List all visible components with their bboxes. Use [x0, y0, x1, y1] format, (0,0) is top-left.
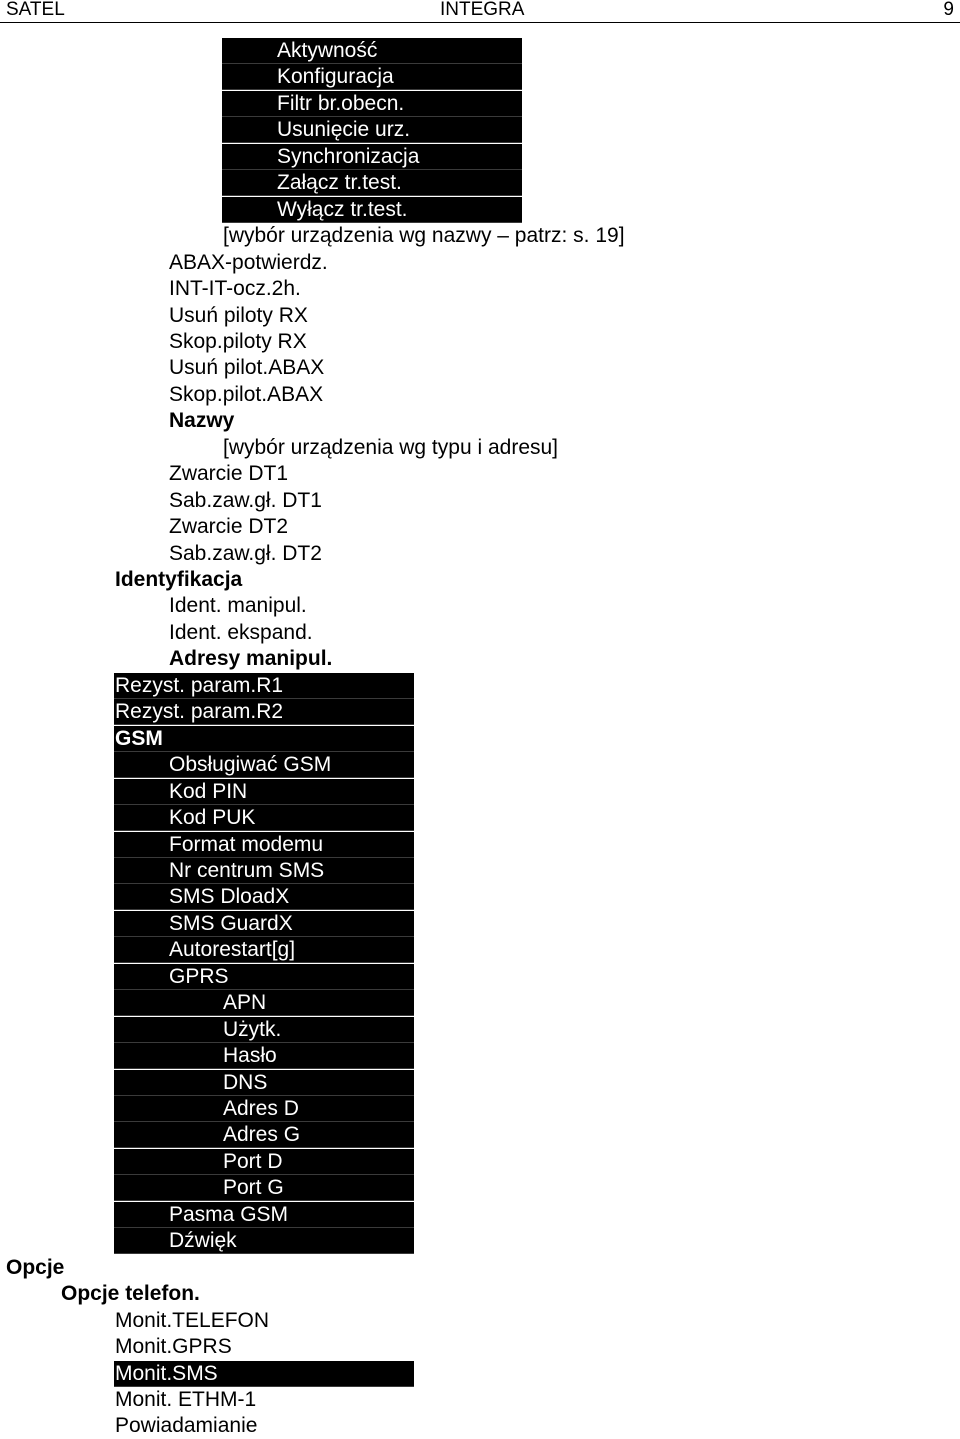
menu-item	[114, 1202, 414, 1228]
menu-item-label: Port D	[223, 1149, 283, 1173]
menu-item	[114, 805, 414, 831]
menu-item-label: Obsługiwać GSM	[169, 753, 332, 777]
menu-item-label: Zwarcie DT1	[169, 462, 289, 486]
menu-item	[0, 646, 960, 672]
menu-item-label: Kod PIN	[169, 779, 248, 803]
menu-item-label: Wyłącz tr.test.	[277, 197, 408, 221]
menu-item	[0, 382, 960, 408]
menu-item-label: Monit.SMS	[115, 1361, 218, 1385]
menu-item	[114, 1017, 414, 1043]
menu-item	[114, 1361, 414, 1387]
menu-item	[0, 620, 960, 646]
menu-item-label: Użytk.	[223, 1017, 282, 1041]
menu-item	[0, 488, 960, 514]
menu-item-label: Nazwy	[169, 409, 235, 433]
menu-item-label: Usuń pilot.ABAX	[169, 356, 325, 380]
menu-item-label: Adresy manipul.	[169, 647, 333, 671]
menu-item	[222, 38, 522, 64]
menu-item-label: INT-IT-ocz.2h.	[169, 277, 301, 301]
menu-item	[114, 1149, 414, 1175]
menu-item	[222, 197, 522, 223]
menu-item	[114, 1228, 414, 1254]
menu-item-label: Załącz tr.test.	[277, 171, 402, 195]
menu-item	[114, 832, 414, 858]
menu-item-label: Adres G	[223, 1123, 301, 1147]
menu-item	[0, 276, 960, 302]
menu-item	[222, 117, 522, 143]
header-brand: SATEL	[6, 0, 65, 20]
menu-item	[114, 858, 414, 884]
menu-item	[0, 303, 960, 329]
menu-item-label: [wybór urządzenia wg nazwy – patrz: s. 19]	[223, 224, 625, 248]
menu-item-label: Autorestart[g]	[169, 938, 296, 962]
menu-item	[222, 144, 522, 170]
menu-item-label: ABAX-potwierdz.	[169, 250, 328, 274]
menu-item	[114, 752, 414, 778]
menu-item	[114, 884, 414, 910]
menu-item-label: Opcje telefon.	[61, 1282, 200, 1306]
menu-item-label: APN	[223, 991, 267, 1015]
menu-item	[114, 779, 414, 805]
menu-item-label: Monit.TELEFON	[115, 1308, 270, 1332]
menu-item	[0, 1255, 960, 1281]
page-header	[0, 0, 960, 23]
menu-item	[222, 64, 522, 90]
menu-item	[0, 329, 960, 355]
page-number: 9	[943, 0, 954, 20]
menu-item	[0, 541, 960, 567]
menu-item	[114, 1122, 414, 1148]
menu-item-label: Nr centrum SMS	[169, 858, 325, 882]
menu-item	[0, 1413, 960, 1439]
menu-item-label: Opcje	[6, 1255, 65, 1279]
menu-item	[114, 1070, 414, 1096]
menu-item-label: Hasło	[223, 1044, 277, 1068]
menu-item-label: Rezyst. param.R1	[115, 673, 284, 697]
menu-item	[114, 673, 414, 699]
header-product: INTEGRA	[440, 0, 525, 20]
menu-item	[114, 1096, 414, 1122]
menu-item-label: Pasma GSM	[169, 1202, 289, 1226]
menu-item	[222, 91, 522, 117]
menu-item	[0, 223, 960, 249]
menu-item	[0, 355, 960, 381]
menu-item-label: Sab.zaw.gł. DT2	[169, 541, 322, 565]
menu-item-label: Synchronizacja	[277, 144, 420, 168]
menu-item-label: Konfiguracja	[277, 65, 394, 89]
menu-item-label: Dźwięk	[169, 1229, 237, 1253]
menu-item	[0, 593, 960, 619]
menu-item-label: Rezyst. param.R2	[115, 700, 284, 724]
menu-item	[114, 990, 414, 1016]
menu-item-label: Port G	[223, 1176, 284, 1200]
menu-item	[0, 1334, 960, 1360]
menu-item-label: SMS GuardX	[169, 911, 293, 935]
menu-item	[114, 726, 414, 752]
menu-item	[114, 937, 414, 963]
menu-item	[0, 250, 960, 276]
menu-item-label: SMS DloadX	[169, 885, 290, 909]
menu-item	[0, 461, 960, 487]
menu-item	[114, 964, 414, 990]
menu-item-label: [wybór urządzenia wg typu i adresu]	[223, 435, 559, 459]
menu-item-label: Powiadamianie	[115, 1414, 258, 1438]
menu-item-label: GSM	[115, 726, 163, 750]
menu-item	[0, 1281, 960, 1307]
menu-item-label: Zwarcie DT2	[169, 515, 289, 539]
menu-item-label: Usunięcie urz.	[277, 118, 411, 142]
menu-item	[0, 408, 960, 434]
menu-item-label: Skop.piloty RX	[169, 329, 307, 353]
menu-item-label: Monit.GPRS	[115, 1335, 232, 1359]
menu-item	[0, 1387, 960, 1413]
menu-item-label: Ident. manipul.	[169, 594, 307, 618]
menu-item-label: Identyfikacja	[115, 568, 243, 591]
menu-item-label: Aktywność	[277, 39, 378, 62]
menu-item-label: Monit. ETHM-1	[115, 1387, 257, 1411]
menu-item-label: Format modemu	[169, 832, 324, 856]
menu-item	[0, 567, 960, 593]
menu-item	[0, 435, 960, 461]
menu-item	[114, 699, 414, 725]
menu-item	[0, 1308, 960, 1334]
menu-item	[222, 170, 522, 196]
menu-item-label: Usuń piloty RX	[169, 303, 308, 327]
menu-item	[114, 1043, 414, 1069]
menu-item-label: Skop.pilot.ABAX	[169, 382, 324, 406]
menu-item-label: Adres D	[223, 1097, 299, 1120]
menu-item-label: Filtr br.obecn.	[277, 91, 405, 115]
menu-item	[114, 1175, 414, 1201]
menu-item-label: DNS	[223, 1070, 268, 1094]
menu-item-label: Ident. ekspand.	[169, 620, 313, 644]
menu-item-label: Kod PUK	[169, 806, 256, 830]
menu-item	[0, 514, 960, 540]
menu-item-label: Sab.zaw.gł. DT1	[169, 488, 322, 512]
menu-item-label: GPRS	[169, 964, 229, 988]
menu-item	[114, 911, 414, 937]
